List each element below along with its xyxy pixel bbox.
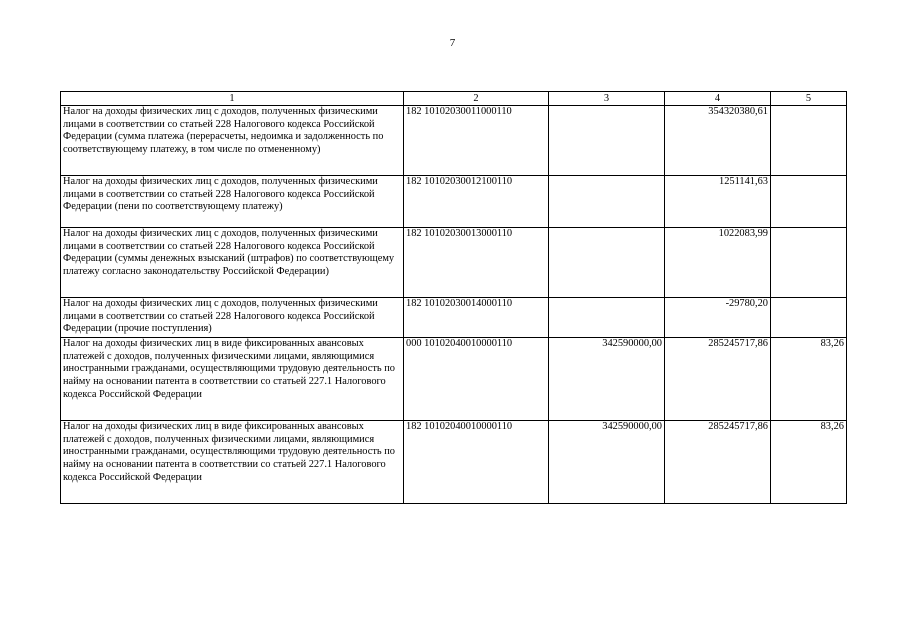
budget-code-cell: 182 10102030013000110 (404, 228, 549, 298)
page-number: 7 (449, 37, 456, 49)
actual-amount-cell: 285245717,86 (665, 338, 771, 421)
budget-code-cell: 182 10102030014000110 (404, 298, 549, 338)
budget-code-cell: 182 10102030011000110 (404, 106, 549, 176)
percent-cell (771, 106, 847, 176)
column-header: 3 (549, 92, 665, 106)
budget-code-cell: 000 10102040010000110 (404, 338, 549, 421)
income-name-cell: Налог на доходы физических лиц с доходов, полученных физическими лицами в соответствии со статьей 228 Налогового кодекса Российской Федерации (сумма платежа (перерасчеты, недоимка и задолженность по соответствующему платежу, в том числе по отмененному) (61, 106, 404, 176)
budget-code-cell: 182 10102040010000110 (404, 421, 549, 504)
table-row (61, 421, 847, 504)
percent-cell (771, 298, 847, 338)
column-header: 1 (61, 92, 404, 106)
column-header: 4 (665, 92, 771, 106)
column-header: 2 (404, 92, 549, 106)
income-name-cell: Налог на доходы физических лиц с доходов, полученных физическими лицами в соответствии со статьей 228 Налогового кодекса Российской Федерации (прочие поступления) (61, 298, 404, 338)
plan-amount-cell (549, 106, 665, 176)
actual-amount-cell: 1022083,99 (665, 228, 771, 298)
table-row (61, 338, 847, 421)
revenue-table (60, 91, 847, 504)
plan-amount-cell (549, 228, 665, 298)
budget-code-cell: 182 10102030012100110 (404, 176, 549, 228)
table-row (61, 106, 847, 176)
percent-cell: 83,26 (771, 421, 847, 504)
income-name-cell: Налог на доходы физических лиц с доходов, полученных физическими лицами в соответствии со статьей 228 Налогового кодекса Российской Федерации (пени по соответствующему платежу) (61, 176, 404, 228)
table-row (61, 176, 847, 228)
income-name-cell: Налог на доходы физических лиц в виде фиксированных авансовых платежей с доходов, полученных физическими лицами, являющимися иностранными гражданами, осуществляющими трудовую деятельность по найму на основании патента в соответствии со статьей 227.1 Налогового кодекса Российской Федерации (61, 421, 404, 504)
table-row (61, 298, 847, 338)
income-name-cell: Налог на доходы физических лиц в виде фиксированных авансовых платежей с доходов, полученных физическими лицами, являющимися иностранными гражданами, осуществляющими трудовую деятельность по найму на основании патента в соответствии со статьей 227.1 Налогового кодекса Российской Федерации (61, 338, 404, 421)
percent-cell: 83,26 (771, 338, 847, 421)
plan-amount-cell (549, 298, 665, 338)
income-name-cell: Налог на доходы физических лиц с доходов, полученных физическими лицами в соответствии со статьей 228 Налогового кодекса Российской Федерации (суммы денежных взысканий (штрафов) по соответствующему платежу согласно законодательству Российской Федерации) (61, 228, 404, 298)
plan-amount-cell (549, 176, 665, 228)
percent-cell (771, 228, 847, 298)
table-header-row (61, 92, 847, 106)
percent-cell (771, 176, 847, 228)
plan-amount-cell: 342590000,00 (549, 338, 665, 421)
table-row (61, 228, 847, 298)
column-header: 5 (771, 92, 847, 106)
actual-amount-cell: 1251141,63 (665, 176, 771, 228)
actual-amount-cell: 354320380,61 (665, 106, 771, 176)
plan-amount-cell: 342590000,00 (549, 421, 665, 504)
actual-amount-cell: -29780,20 (665, 298, 771, 338)
actual-amount-cell: 285245717,86 (665, 421, 771, 504)
